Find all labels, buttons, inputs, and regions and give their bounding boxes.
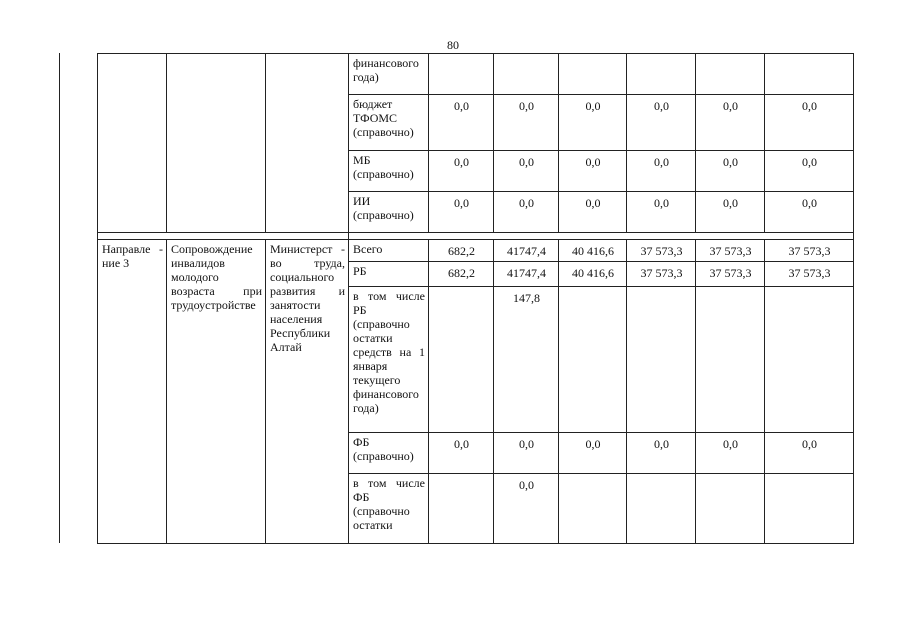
financing-table xyxy=(97,53,854,544)
source-cell: ИИ (справочно) xyxy=(349,192,429,233)
direction-name-cell: Сопровождение инвалидов молодого возраста при трудоустройстве xyxy=(167,240,266,544)
value-cell: 0,0 xyxy=(559,433,627,474)
value-cell: 0,0 xyxy=(429,192,494,233)
table-row xyxy=(98,54,854,95)
value-cell: 682,2 xyxy=(429,262,494,287)
value-cell xyxy=(559,287,627,433)
value-cell: 37 573,3 xyxy=(765,262,854,287)
value-cell: 37 573,3 xyxy=(627,240,696,262)
value-cell: 0,0 xyxy=(696,192,765,233)
name-cell-empty xyxy=(167,54,266,233)
value-cell: 40 416,6 xyxy=(559,240,627,262)
value-cell xyxy=(765,54,854,95)
value-cell xyxy=(429,287,494,433)
value-cell: 0,0 xyxy=(696,95,765,151)
value-cell: 37 573,3 xyxy=(696,262,765,287)
value-cell: 0,0 xyxy=(627,151,696,192)
source-cell: в том числе РБ (справочно остатки средств на 1 января текущего финансового года) xyxy=(349,287,429,433)
value-cell xyxy=(627,54,696,95)
table-separator-row xyxy=(98,233,854,240)
value-cell xyxy=(765,474,854,544)
value-cell: 0,0 xyxy=(627,192,696,233)
value-cell: 41747,4 xyxy=(494,262,559,287)
executor-cell: Министерст - во труда, социального развития и занятости населения Республики Алтай xyxy=(266,240,349,544)
separator-cell xyxy=(349,233,854,240)
value-cell: 0,0 xyxy=(765,433,854,474)
value-cell xyxy=(627,287,696,433)
value-cell: 0,0 xyxy=(559,95,627,151)
executor-cell-empty xyxy=(266,54,349,233)
value-cell xyxy=(696,54,765,95)
value-cell: 41747,4 xyxy=(494,240,559,262)
page-number: 80 xyxy=(447,38,459,52)
value-cell xyxy=(696,474,765,544)
source-cell: Всего xyxy=(349,240,429,262)
value-cell xyxy=(429,54,494,95)
source-cell: РБ xyxy=(349,262,429,287)
source-cell: МБ (справочно) xyxy=(349,151,429,192)
value-cell: 40 416,6 xyxy=(559,262,627,287)
value-cell: 0,0 xyxy=(765,95,854,151)
value-cell: 0,0 xyxy=(627,95,696,151)
source-cell: в том числе ФБ (справочно остатки xyxy=(349,474,429,544)
value-cell: 0,0 xyxy=(429,151,494,192)
value-cell: 0,0 xyxy=(494,95,559,151)
value-cell: 0,0 xyxy=(429,95,494,151)
value-cell: 147,8 xyxy=(494,287,559,433)
value-cell: 0,0 xyxy=(559,192,627,233)
value-cell xyxy=(494,54,559,95)
value-cell: 0,0 xyxy=(494,433,559,474)
source-cell: бюджет ТФОМС (справочно) xyxy=(349,95,429,151)
value-cell: 0,0 xyxy=(429,433,494,474)
value-cell: 0,0 xyxy=(494,192,559,233)
separator-cell xyxy=(98,233,349,240)
value-cell: 0,0 xyxy=(765,151,854,192)
value-cell: 0,0 xyxy=(696,151,765,192)
value-cell xyxy=(559,474,627,544)
page-left-border-line xyxy=(59,53,60,543)
value-cell: 0,0 xyxy=(696,433,765,474)
value-cell xyxy=(627,474,696,544)
value-cell: 37 573,3 xyxy=(627,262,696,287)
value-cell: 0,0 xyxy=(559,151,627,192)
value-cell: 0,0 xyxy=(765,192,854,233)
value-cell: 37 573,3 xyxy=(765,240,854,262)
direction-label-cell: Направле - ние 3 xyxy=(98,240,167,544)
value-cell: 0,0 xyxy=(627,433,696,474)
value-cell xyxy=(696,287,765,433)
direction-cell-empty xyxy=(98,54,167,233)
value-cell xyxy=(429,474,494,544)
value-cell xyxy=(559,54,627,95)
value-cell: 37 573,3 xyxy=(696,240,765,262)
value-cell xyxy=(765,287,854,433)
value-cell: 0,0 xyxy=(494,474,559,544)
value-cell: 682,2 xyxy=(429,240,494,262)
table-row xyxy=(98,240,854,262)
value-cell: 0,0 xyxy=(494,151,559,192)
source-cell: финансового года) xyxy=(349,54,429,95)
source-cell: ФБ (справочно) xyxy=(349,433,429,474)
